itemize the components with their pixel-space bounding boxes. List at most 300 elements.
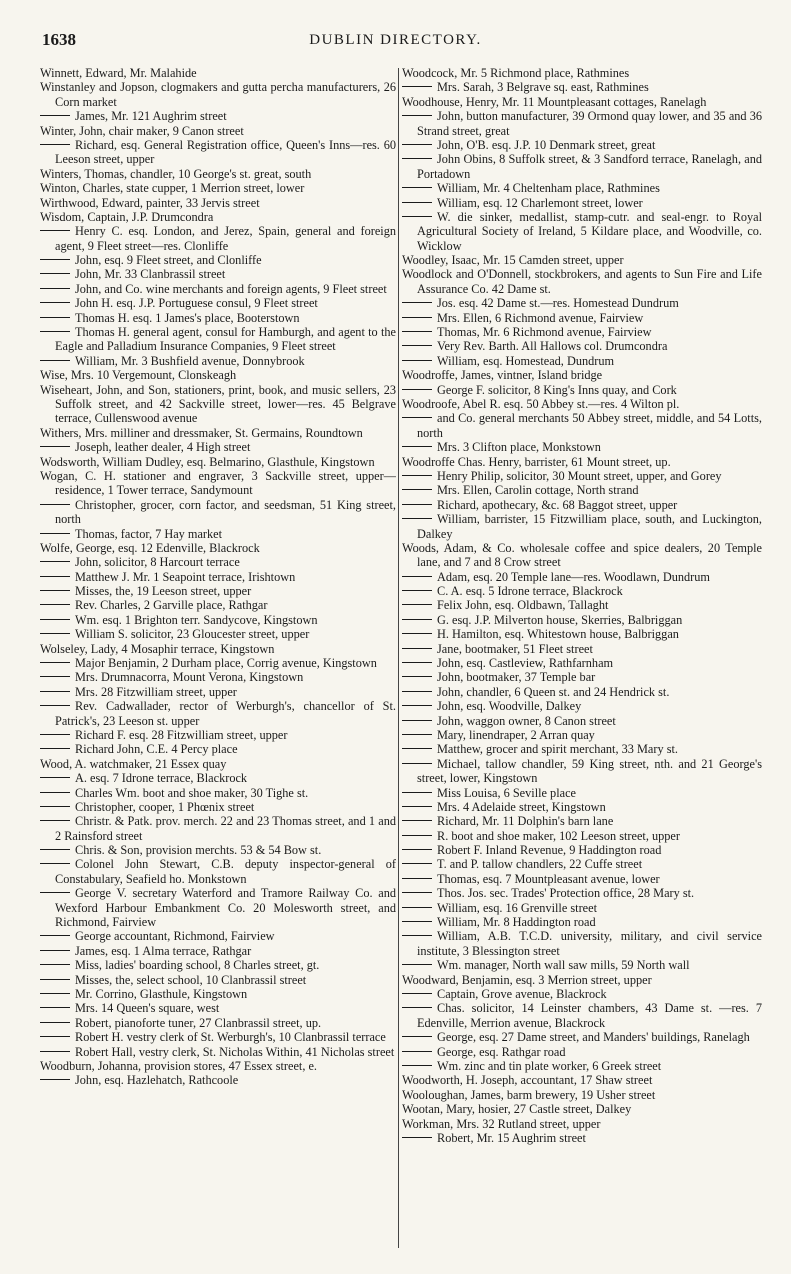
ditto-dash bbox=[40, 1079, 70, 1080]
directory-sub-entry bbox=[402, 311, 762, 325]
directory-sub-entry bbox=[402, 958, 762, 972]
entry-text: Robert H. vestry clerk of St. Werburgh's, 10 Clanbrassil terrace bbox=[75, 1030, 386, 1045]
entry-text: Joseph, leather dealer, 4 High street bbox=[75, 440, 251, 455]
directory-sub-entry bbox=[40, 613, 396, 627]
directory-sub-entry bbox=[402, 354, 762, 368]
ditto-dash bbox=[40, 619, 70, 620]
directory-entry bbox=[402, 368, 762, 382]
entry-text: Chris. & Son, provision merchts. 53 & 54 Bow st. bbox=[75, 843, 322, 858]
entry-text: Wm. manager, North wall saw mills, 59 North wall bbox=[437, 958, 690, 973]
entry-text: Wodsworth, William Dudley, esq. Belmarino, Glasthule, Kingstown bbox=[40, 454, 375, 469]
ditto-dash bbox=[40, 1007, 70, 1008]
directory-sub-entry bbox=[40, 584, 396, 598]
directory-sub-entry bbox=[40, 598, 396, 612]
directory-entry bbox=[40, 66, 396, 80]
entry-text: Thomas, factor, 7 Hay market bbox=[75, 526, 223, 541]
entry-text: Woodburn, Johanna, provision stores, 47 Essex street, e. bbox=[40, 1058, 318, 1073]
entry-text: John, O'B. esq. J.P. 10 Denmark street, great bbox=[437, 137, 656, 152]
directory-sub-entry bbox=[40, 267, 396, 281]
ditto-dash bbox=[40, 979, 70, 980]
entry-text: Thomas, esq. 7 Mountpleasant avenue, lower bbox=[437, 871, 660, 886]
entry-text: Mrs. Ellen, Carolin cottage, North strand bbox=[437, 483, 639, 498]
ditto-dash bbox=[402, 676, 432, 677]
directory-sub-entry bbox=[40, 786, 396, 800]
directory-sub-entry bbox=[402, 742, 762, 756]
ditto-dash bbox=[402, 158, 432, 159]
ditto-dash bbox=[402, 345, 432, 346]
entry-text: Mrs. Drumnacorra, Mount Verona, Kingstown bbox=[75, 670, 304, 685]
entry-text: William, barrister, 15 Fitzwilliam place, south, and Luckington, Dalkey bbox=[417, 512, 762, 541]
entry-text: John, bootmaker, 37 Temple bar bbox=[437, 670, 596, 685]
directory-entry bbox=[402, 1073, 762, 1087]
entry-text: James, Mr. 121 Aughrim street bbox=[75, 109, 227, 124]
ditto-dash bbox=[402, 86, 432, 87]
ditto-dash bbox=[40, 533, 70, 534]
directory-sub-entry bbox=[40, 958, 396, 972]
entry-text: Woodcock, Mr. 5 Richmond place, Rathmines bbox=[402, 66, 630, 80]
ditto-dash bbox=[40, 705, 70, 706]
entry-text: Christopher, cooper, 1 Phœnix street bbox=[75, 799, 255, 814]
entry-text: R. boot and shoe maker, 102 Leeson street, upper bbox=[437, 828, 680, 843]
ditto-dash bbox=[402, 806, 432, 807]
directory-sub-entry bbox=[402, 1059, 762, 1073]
ditto-dash bbox=[402, 389, 432, 390]
ditto-dash bbox=[40, 892, 70, 893]
entry-text: Wooloughan, James, barm brewery, 19 Usher street bbox=[402, 1087, 656, 1102]
ditto-dash bbox=[402, 1137, 432, 1138]
ditto-dash bbox=[402, 576, 432, 577]
directory-entry bbox=[402, 397, 762, 411]
ditto-dash bbox=[402, 144, 432, 145]
ditto-dash bbox=[40, 748, 70, 749]
entry-text: John, esq. Hazlehatch, Rathcoole bbox=[75, 1073, 239, 1088]
directory-sub-entry bbox=[40, 944, 396, 958]
directory-entry bbox=[40, 80, 396, 109]
directory-entry bbox=[402, 1088, 762, 1102]
ditto-dash bbox=[40, 230, 70, 231]
entry-text: George, esq. 27 Dame street, and Manders' buildings, Ranelagh bbox=[437, 1030, 750, 1045]
directory-sub-entry bbox=[402, 152, 762, 181]
ditto-dash bbox=[40, 1022, 70, 1023]
entry-text: Charles Wm. boot and shoe maker, 30 Tighe st. bbox=[75, 785, 309, 800]
entry-text: John Obins, 8 Suffolk street, & 3 Sandford terrace, Ranelagh, and Portadown bbox=[417, 152, 762, 181]
ditto-dash bbox=[402, 662, 432, 663]
entry-text: Mrs. 28 Fitzwilliam street, upper bbox=[75, 684, 237, 699]
entry-text: John, Mr. 33 Clanbrassil street bbox=[75, 267, 226, 282]
directory-sub-entry bbox=[402, 325, 762, 339]
ditto-dash bbox=[402, 115, 432, 116]
entry-text: Mrs. Ellen, 6 Richmond avenue, Fairview bbox=[437, 310, 644, 325]
directory-sub-entry bbox=[402, 440, 762, 454]
directory-sub-entry bbox=[40, 627, 396, 641]
directory-entry bbox=[40, 757, 396, 771]
directory-sub-entry bbox=[402, 757, 762, 786]
directory-sub-entry bbox=[402, 627, 762, 641]
entry-text: Mrs. 4 Adelaide street, Kingstown bbox=[437, 799, 606, 814]
ditto-dash bbox=[40, 302, 70, 303]
directory-sub-entry bbox=[402, 1030, 762, 1044]
entry-text: Rev. Cadwallader, rector of Werburgh's, chancellor of St. Patrick's, 23 Leeson st. upper bbox=[55, 699, 396, 728]
running-title: DUBLIN DIRECTORY. bbox=[309, 32, 482, 48]
directory-entry bbox=[402, 455, 762, 469]
directory-sub-entry bbox=[402, 786, 762, 800]
entry-text: John, button manufacturer, 39 Ormond quay lower, and 35 and 36 Strand street, great bbox=[417, 109, 762, 138]
directory-sub-entry bbox=[402, 1131, 762, 1145]
ditto-dash bbox=[402, 360, 432, 361]
entry-text: T. and P. tallow chandlers, 22 Cuffe street bbox=[437, 857, 643, 872]
ditto-dash bbox=[40, 820, 70, 821]
ditto-dash bbox=[402, 518, 432, 519]
directory-sub-entry bbox=[402, 483, 762, 497]
ditto-dash bbox=[40, 259, 70, 260]
ditto-dash bbox=[402, 446, 432, 447]
directory-sub-entry bbox=[40, 987, 396, 1001]
directory-entry bbox=[402, 66, 762, 80]
directory-sub-entry bbox=[402, 196, 762, 210]
entry-text: William, esq. 16 Grenville street bbox=[437, 900, 598, 915]
ditto-dash bbox=[402, 187, 432, 188]
directory-sub-entry bbox=[402, 843, 762, 857]
directory-sub-entry bbox=[402, 598, 762, 612]
ditto-dash bbox=[40, 576, 70, 577]
entry-text: William, esq. Homestead, Dundrum bbox=[437, 353, 615, 368]
entry-text: Wiseheart, John, and Son, stationers, print, book, and music sellers, 23 Suffolk street, and 42 Sackville street, lower—res. 45 Belgrave terrace, Cullenswood avenue bbox=[40, 382, 396, 426]
ditto-dash bbox=[40, 993, 70, 994]
directory-entry bbox=[40, 181, 396, 195]
ditto-dash bbox=[402, 1065, 432, 1066]
ditto-dash bbox=[402, 907, 432, 908]
directory-sub-entry bbox=[402, 613, 762, 627]
entry-text: Henry C. esq. London, and Jerez, Spain, general and foreign agent, 9 Fleet street—res. Clonliffe bbox=[55, 224, 396, 253]
entry-text: Wolfe, George, esq. 12 Edenville, Blackrock bbox=[40, 540, 260, 555]
directory-sub-entry bbox=[402, 80, 762, 94]
directory-sub-entry bbox=[402, 584, 762, 598]
ditto-dash bbox=[402, 590, 432, 591]
ditto-dash bbox=[402, 331, 432, 332]
entry-text: Wirthwood, Edward, painter, 33 Jervis street bbox=[40, 195, 260, 210]
entry-text: H. Hamilton, esq. Whitestown house, Balbriggan bbox=[437, 627, 679, 642]
entry-text: Robert, Mr. 15 Aughrim street bbox=[437, 1130, 586, 1145]
directory-sub-entry bbox=[40, 1073, 396, 1087]
entry-text: Robert F. Inland Revenue, 9 Haddington road bbox=[437, 843, 662, 858]
entry-text: and Co. general merchants 50 Abbey street, middle, and 54 Lotts, north bbox=[417, 411, 762, 440]
entry-text: Captain, Grove avenue, Blackrock bbox=[437, 987, 607, 1001]
directory-sub-entry bbox=[402, 512, 762, 541]
directory-sub-entry bbox=[40, 973, 396, 987]
directory-sub-entry bbox=[40, 929, 396, 943]
directory-sub-entry bbox=[402, 469, 762, 483]
directory-sub-entry bbox=[40, 224, 396, 253]
ditto-dash bbox=[40, 331, 70, 332]
entry-text: Thos. Jos. sec. Trades' Protection office, 28 Mary st. bbox=[437, 886, 695, 901]
directory-sub-entry bbox=[402, 383, 762, 397]
directory-entry bbox=[40, 469, 396, 498]
column-divider bbox=[398, 68, 399, 1248]
ditto-dash bbox=[40, 792, 70, 793]
entry-text: John, solicitor, 8 Harcourt terrace bbox=[75, 555, 240, 570]
ditto-dash bbox=[402, 878, 432, 879]
directory-sub-entry bbox=[402, 829, 762, 843]
directory-sub-entry bbox=[402, 210, 762, 253]
entry-text: Misses, the, 19 Leeson street, upper bbox=[75, 584, 252, 599]
directory-entry bbox=[402, 973, 762, 987]
entry-text: Mary, linendraper, 2 Arran quay bbox=[437, 727, 595, 742]
ditto-dash bbox=[40, 561, 70, 562]
ditto-dash bbox=[402, 835, 432, 836]
directory-sub-entry bbox=[402, 296, 762, 310]
directory-sub-entry bbox=[402, 728, 762, 742]
entry-text: Felix John, esq. Oldbawn, Tallaght bbox=[437, 598, 609, 613]
entry-text: George, esq. Rathgar road bbox=[437, 1044, 566, 1059]
directory-sub-entry bbox=[40, 728, 396, 742]
directory-entry bbox=[40, 210, 396, 224]
directory-sub-entry bbox=[40, 282, 396, 296]
directory-sub-entry bbox=[402, 915, 762, 929]
directory-sub-entry bbox=[40, 800, 396, 814]
ditto-dash bbox=[402, 648, 432, 649]
entry-text: John, and Co. wine merchants and foreign agents, 9 Fleet street bbox=[75, 281, 387, 296]
ditto-dash bbox=[402, 1036, 432, 1037]
directory-entry bbox=[402, 267, 762, 296]
entry-text: Miss Louisa, 6 Seville place bbox=[437, 785, 577, 800]
entry-text: Woodworth, H. Joseph, accountant, 17 Shaw street bbox=[402, 1073, 653, 1088]
directory-entry bbox=[40, 642, 396, 656]
directory-sub-entry bbox=[402, 901, 762, 915]
ditto-dash bbox=[402, 863, 432, 864]
directory-entry bbox=[40, 368, 396, 382]
entry-text: Woodward, Benjamin, esq. 3 Merrion street, upper bbox=[402, 972, 652, 987]
ditto-dash bbox=[402, 935, 432, 936]
directory-sub-entry bbox=[402, 872, 762, 886]
directory-sub-entry bbox=[402, 656, 762, 670]
directory-sub-entry bbox=[40, 886, 396, 929]
directory-sub-entry bbox=[40, 555, 396, 569]
directory-sub-entry bbox=[40, 1045, 396, 1059]
directory-entry bbox=[402, 95, 762, 109]
ditto-dash bbox=[402, 849, 432, 850]
directory-sub-entry bbox=[40, 771, 396, 785]
directory-sub-entry bbox=[40, 354, 396, 368]
directory-entry bbox=[402, 541, 762, 570]
ditto-dash bbox=[402, 489, 432, 490]
directory-sub-entry bbox=[402, 670, 762, 684]
directory-sub-entry bbox=[40, 843, 396, 857]
directory-sub-entry bbox=[40, 109, 396, 123]
ditto-dash bbox=[40, 849, 70, 850]
directory-sub-entry bbox=[40, 814, 396, 843]
ditto-dash bbox=[40, 691, 70, 692]
directory-sub-entry bbox=[40, 656, 396, 670]
entry-text: Thomas H. esq. 1 James's place, Booterstown bbox=[75, 310, 300, 325]
entry-text: Winton, Charles, state cupper, 1 Merrion street, lower bbox=[40, 181, 305, 196]
ditto-dash bbox=[40, 273, 70, 274]
directory-sub-entry bbox=[402, 800, 762, 814]
entry-text: Woodroffe, James, vintner, Island bridge bbox=[402, 368, 603, 383]
entry-text: Thomas, Mr. 6 Richmond avenue, Fairview bbox=[437, 325, 652, 340]
entry-text: John, esq. 9 Fleet street, and Clonliffe bbox=[75, 253, 262, 268]
entry-text: Matthew J. Mr. 1 Seapoint terrace, Irishtown bbox=[75, 569, 296, 584]
directory-sub-entry bbox=[402, 498, 762, 512]
entry-text: Woods, Adam, & Co. wholesale coffee and spice dealers, 20 Temple lane, and 7 and 8 Crow street bbox=[402, 540, 762, 570]
entry-text: Robert, pianoforte tuner, 27 Clanbrassil street, up. bbox=[75, 1015, 322, 1030]
directory-entry bbox=[40, 124, 396, 138]
directory-sub-entry bbox=[402, 929, 762, 958]
entry-text: W. die sinker, medallist, stamp-cutr. and seal-engr. to Royal Agricultural Society of Ireland, 5 Kildare place, and Woodville, co. Wicklow bbox=[417, 209, 762, 253]
directory-sub-entry bbox=[40, 527, 396, 541]
directory-sub-entry bbox=[40, 1030, 396, 1044]
entry-text: Very Rev. Barth. All Hallows col. Drumcondra bbox=[437, 339, 668, 354]
entry-text: John, waggon owner, 8 Canon street bbox=[437, 713, 616, 728]
directory-sub-entry bbox=[40, 857, 396, 886]
ditto-dash bbox=[402, 705, 432, 706]
ditto-dash bbox=[402, 820, 432, 821]
entry-text: John, chandler, 6 Queen st. and 24 Hendrick st. bbox=[437, 684, 670, 699]
ditto-dash bbox=[40, 144, 70, 145]
entry-text: Wood, A. watchmaker, 21 Essex quay bbox=[40, 756, 227, 771]
entry-text: Woodley, Isaac, Mr. 15 Camden street, upper bbox=[402, 253, 624, 268]
ditto-dash bbox=[40, 604, 70, 605]
ditto-dash bbox=[40, 590, 70, 591]
ditto-dash bbox=[402, 417, 432, 418]
directory-sub-entry bbox=[40, 138, 396, 167]
ditto-dash bbox=[402, 604, 432, 605]
entry-text: Winstanley and Jopson, clogmakers and gutta percha manufacturers, 26 Corn market bbox=[40, 80, 396, 109]
ditto-dash bbox=[40, 360, 70, 361]
directory-sub-entry bbox=[402, 814, 762, 828]
entry-text: William S. solicitor, 23 Gloucester street, upper bbox=[75, 627, 310, 642]
entry-text: Richard, Mr. 11 Dolphin's barn lane bbox=[437, 814, 614, 829]
directory-sub-entry bbox=[40, 699, 396, 728]
entry-text: Wm. esq. 1 Brighton terr. Sandycove, Kingstown bbox=[75, 612, 318, 627]
directory-sub-entry bbox=[402, 339, 762, 353]
entry-text: Miss, ladies' boarding school, 8 Charles street, gt. bbox=[75, 958, 320, 973]
directory-sub-entry bbox=[40, 1016, 396, 1030]
ditto-dash bbox=[40, 1051, 70, 1052]
entry-text: Richard F. esq. 28 Fitzwilliam street, upper bbox=[75, 727, 288, 742]
directory-sub-entry bbox=[402, 987, 762, 1001]
entry-text: William, Mr. 3 Bushfield avenue, Donnybrook bbox=[75, 353, 305, 368]
ditto-dash bbox=[402, 1051, 432, 1052]
entry-text: Adam, esq. 20 Temple lane—res. Woodlawn, Dundrum bbox=[437, 569, 710, 584]
entry-text: William, esq. 12 Charlemont street, lower bbox=[437, 195, 643, 210]
entry-text: Woodroofe, Abel R. esq. 50 Abbey st.—res. 4 Wilton pl. bbox=[402, 396, 680, 411]
page-number: 1638 bbox=[42, 30, 76, 49]
ditto-dash bbox=[402, 302, 432, 303]
directory-sub-entry bbox=[40, 742, 396, 756]
entry-text: George accountant, Richmond, Fairview bbox=[75, 929, 275, 944]
right-column bbox=[402, 66, 762, 1252]
ditto-dash bbox=[402, 792, 432, 793]
entry-text: John, esq. Castleview, Rathfarnham bbox=[437, 656, 614, 671]
ditto-dash bbox=[402, 633, 432, 634]
entry-text: Richard John, C.E. 4 Percy place bbox=[75, 742, 238, 757]
directory-sub-entry bbox=[402, 1045, 762, 1059]
directory-entry bbox=[40, 541, 396, 555]
entry-text: John, esq. Woodville, Dalkey bbox=[437, 699, 582, 714]
directory-sub-entry bbox=[40, 498, 396, 527]
entry-text: William, Mr. 8 Haddington road bbox=[437, 915, 596, 930]
entry-text: Mrs. Sarah, 3 Belgrave sq. east, Rathmines bbox=[437, 80, 649, 95]
ditto-dash bbox=[402, 964, 432, 965]
entry-text: A. esq. 7 Idrone terrace, Blackrock bbox=[75, 771, 248, 786]
page-header bbox=[0, 30, 791, 56]
directory-entry bbox=[402, 1102, 762, 1116]
entry-text: Jane, bootmaker, 51 Fleet street bbox=[437, 641, 593, 656]
entry-text: Chas. solicitor, 14 Leinster chambers, 43 Dame st. —res. 7 Edenville, Merrion avenue, Blackrock bbox=[417, 1001, 762, 1030]
entry-text: Wise, Mrs. 10 Vergemount, Clonskeagh bbox=[40, 368, 237, 383]
directory-sub-entry bbox=[402, 642, 762, 656]
ditto-dash bbox=[40, 446, 70, 447]
directory-entry bbox=[40, 426, 396, 440]
directory-sub-entry bbox=[402, 886, 762, 900]
ditto-dash bbox=[402, 619, 432, 620]
directory-sub-entry bbox=[402, 699, 762, 713]
entry-text: G. esq. J.P. Milverton house, Skerries, Balbriggan bbox=[437, 612, 683, 627]
entry-text: William, Mr. 4 Cheltenham place, Rathmines bbox=[437, 181, 660, 196]
entry-text: Christr. & Patk. prov. merch. 22 and 23 Thomas street, and 1 and 2 Rainsford street bbox=[55, 814, 396, 843]
entry-text: Withers, Mrs. milliner and dressmaker, St. Germains, Roundtown bbox=[40, 425, 363, 440]
entry-text: Colonel John Stewart, C.B. deputy inspector-general of Constabulary, Seafield ho. Monkstown bbox=[55, 857, 396, 886]
entry-text: Wootan, Mary, hosier, 27 Castle street, Dalkey bbox=[402, 1102, 632, 1117]
entry-text: C. A. esq. 5 Idrone terrace, Blackrock bbox=[437, 584, 623, 599]
ditto-dash bbox=[40, 806, 70, 807]
ditto-dash bbox=[40, 115, 70, 116]
ditto-dash bbox=[40, 504, 70, 505]
entry-text: Winter, John, chair maker, 9 Canon street bbox=[40, 123, 244, 138]
ditto-dash bbox=[40, 734, 70, 735]
directory-sub-entry bbox=[402, 411, 762, 440]
entry-text: James, esq. 1 Alma terrace, Rathgar bbox=[75, 943, 252, 958]
entry-text: Winnett, Edward, Mr. Malahide bbox=[40, 66, 197, 80]
ditto-dash bbox=[402, 504, 432, 505]
entry-text: Workman, Mrs. 32 Rutland street, upper bbox=[402, 1116, 601, 1131]
entry-text: Wolseley, Lady, 4 Mosaphir terrace, Kingstown bbox=[40, 641, 275, 656]
ditto-dash bbox=[40, 950, 70, 951]
entry-text: Jos. esq. 42 Dame st.—res. Homestead Dundrum bbox=[437, 296, 679, 311]
ditto-dash bbox=[402, 993, 432, 994]
ditto-dash bbox=[40, 662, 70, 663]
directory-sub-entry bbox=[40, 311, 396, 325]
directory-sub-entry bbox=[40, 253, 396, 267]
ditto-dash bbox=[40, 676, 70, 677]
ditto-dash bbox=[402, 734, 432, 735]
entry-text: Major Benjamin, 2 Durham place, Corrig avenue, Kingstown bbox=[75, 656, 377, 671]
entry-text: John H. esq. J.P. Portuguese consul, 9 Fleet street bbox=[75, 296, 318, 311]
directory-sub-entry bbox=[402, 109, 762, 138]
directory-sub-entry bbox=[40, 296, 396, 310]
entry-text: Woodroffe Chas. Henry, barrister, 61 Mount street, up. bbox=[402, 454, 671, 469]
entry-text: Misses, the, select school, 10 Clanbrassil street bbox=[75, 972, 307, 987]
ditto-dash bbox=[402, 202, 432, 203]
ditto-dash bbox=[402, 763, 432, 764]
ditto-dash bbox=[402, 748, 432, 749]
ditto-dash bbox=[402, 475, 432, 476]
ditto-dash bbox=[402, 720, 432, 721]
ditto-dash bbox=[402, 1007, 432, 1008]
directory-entry bbox=[40, 1059, 396, 1073]
entry-text: William, A.B. T.C.D. university, military, and civil service institute, 3 Blessington street bbox=[417, 929, 762, 958]
entry-text: Woodlock and O'Donnell, stockbrokers, and agents to Sun Fire and Life Assurance Co. 42 Dame st. bbox=[402, 267, 762, 296]
ditto-dash bbox=[402, 892, 432, 893]
ditto-dash bbox=[40, 964, 70, 965]
entry-text: Henry Philip, solicitor, 30 Mount street, upper, and Gorey bbox=[437, 468, 722, 483]
ditto-dash bbox=[402, 921, 432, 922]
ditto-dash bbox=[402, 216, 432, 217]
entry-text: Matthew, grocer and spirit merchant, 33 Mary st. bbox=[437, 742, 678, 757]
directory-sub-entry bbox=[402, 138, 762, 152]
entry-text: Wogan, C. H. stationer and engraver, 3 Sackville street, upper—residence, 1 Tower terrace, Sandymount bbox=[40, 468, 396, 498]
ditto-dash bbox=[402, 317, 432, 318]
